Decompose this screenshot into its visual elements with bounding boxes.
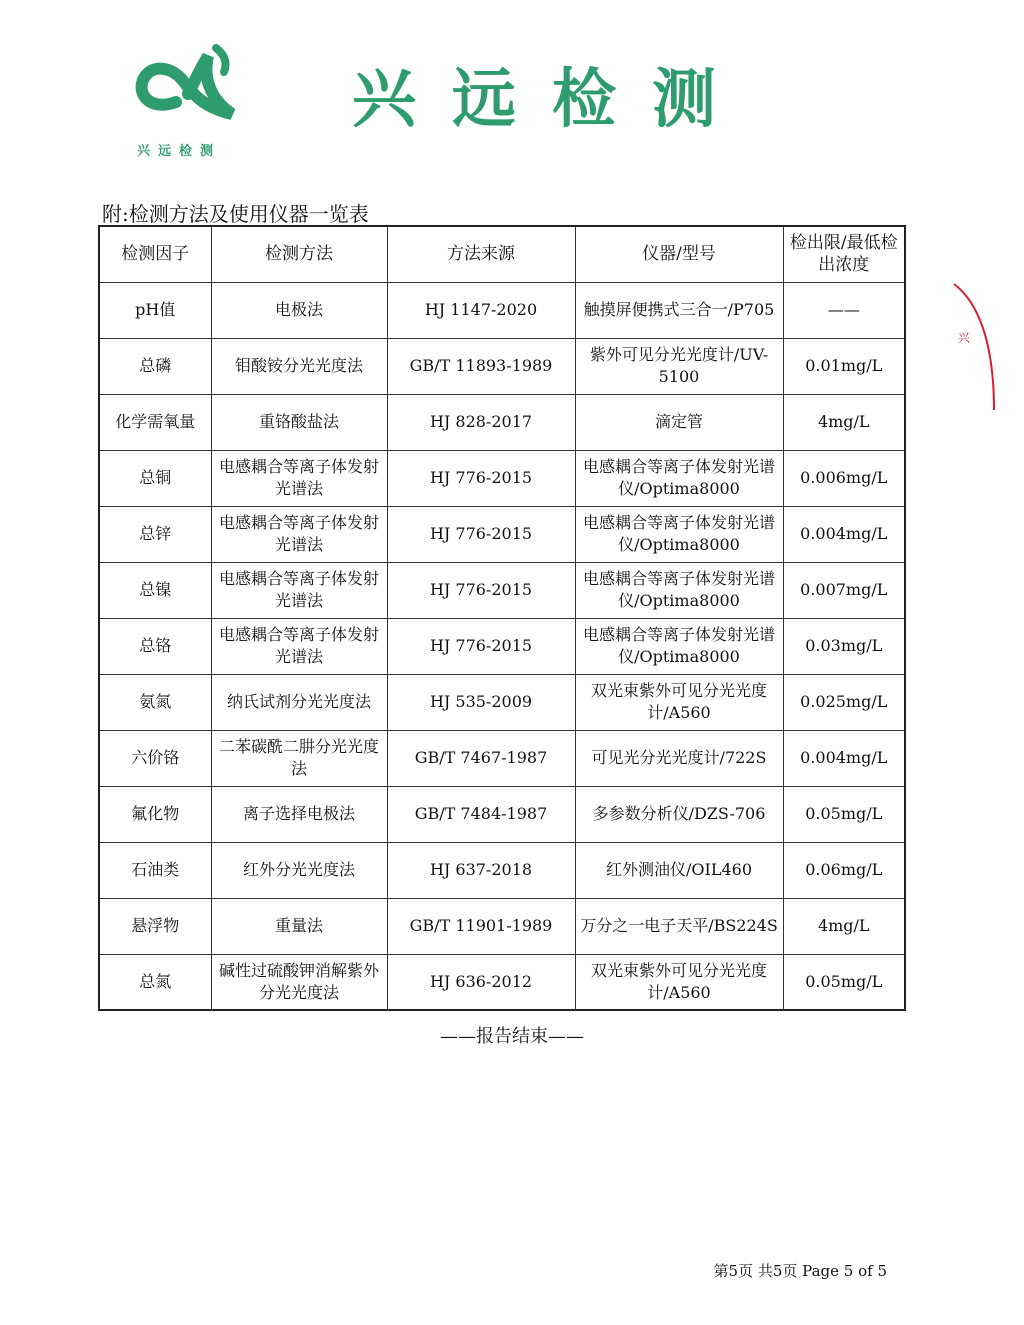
cell-method: 钼酸铵分光光度法 [211, 338, 387, 394]
company-logo [128, 42, 248, 132]
column-header: 方法来源 [387, 226, 575, 282]
cell-limit: 0.03mg/L [783, 618, 905, 674]
cell-instrument: 电感耦合等离子体发射光谱仪/Optima8000 [575, 506, 783, 562]
cell-source: HJ 1147-2020 [387, 282, 575, 338]
cell-limit: 0.06mg/L [783, 842, 905, 898]
cell-method: 重量法 [211, 898, 387, 954]
cell-limit: 0.004mg/L [783, 506, 905, 562]
cell-method: 二苯碳酰二肼分光光度法 [211, 730, 387, 786]
table-row [99, 674, 905, 730]
stamp-mark [948, 282, 1008, 412]
table-row [99, 786, 905, 842]
cell-source: GB/T 7484-1987 [387, 786, 575, 842]
column-header: 检测方法 [211, 226, 387, 282]
cell-limit: 0.007mg/L [783, 562, 905, 618]
page-footer: 第5页 共5页 Page 5 of 5 [713, 1262, 887, 1280]
cell-instrument: 红外测油仪/OIL460 [575, 842, 783, 898]
cell-instrument: 电感耦合等离子体发射光谱仪/Optima8000 [575, 450, 783, 506]
column-header: 检测因子 [99, 226, 211, 282]
cell-factor: 总氮 [99, 954, 211, 1010]
table-row [99, 898, 905, 954]
svg-text:兴: 兴 [958, 331, 971, 345]
table-row [99, 282, 905, 338]
table-row [99, 562, 905, 618]
table-row [99, 450, 905, 506]
cell-factor: 总磷 [99, 338, 211, 394]
cell-method: 碱性过硫酸钾消解紫外分光光度法 [211, 954, 387, 1010]
cell-factor: 氨氮 [99, 674, 211, 730]
cell-source: HJ 828-2017 [387, 394, 575, 450]
table-row [99, 842, 905, 898]
cell-factor: 总锌 [99, 506, 211, 562]
cell-method: 电感耦合等离子体发射光谱法 [211, 506, 387, 562]
cell-limit: 0.004mg/L [783, 730, 905, 786]
cell-instrument: 可见光分光光度计/722S [575, 730, 783, 786]
cell-instrument: 电感耦合等离子体发射光谱仪/Optima8000 [575, 562, 783, 618]
cell-instrument: 电感耦合等离子体发射光谱仪/Optima8000 [575, 618, 783, 674]
cell-method: 红外分光光度法 [211, 842, 387, 898]
cell-limit: 0.05mg/L [783, 954, 905, 1010]
cell-factor: 悬浮物 [99, 898, 211, 954]
cell-source: HJ 776-2015 [387, 450, 575, 506]
cell-limit: 4mg/L [783, 898, 905, 954]
column-header: 检出限/最低检出浓度 [783, 226, 905, 282]
cell-method: 电极法 [211, 282, 387, 338]
cell-factor: pH值 [99, 282, 211, 338]
cell-factor: 总铬 [99, 618, 211, 674]
cell-method: 纳氏试剂分光光度法 [211, 674, 387, 730]
cell-factor: 总铜 [99, 450, 211, 506]
cell-limit: —— [783, 282, 905, 338]
cell-factor: 氟化物 [99, 786, 211, 842]
cell-factor: 总镍 [99, 562, 211, 618]
cell-method: 电感耦合等离子体发射光谱法 [211, 450, 387, 506]
cell-limit: 0.05mg/L [783, 786, 905, 842]
cell-source: GB/T 11901-1989 [387, 898, 575, 954]
methods-table [98, 225, 906, 1011]
cell-instrument: 紫外可见分光光度计/UV-5100 [575, 338, 783, 394]
cell-limit: 0.025mg/L [783, 674, 905, 730]
cell-instrument: 万分之一电子天平/BS224S [575, 898, 783, 954]
cell-limit: 0.006mg/L [783, 450, 905, 506]
cell-instrument: 触摸屏便携式三合一/P705 [575, 282, 783, 338]
cell-source: HJ 636-2012 [387, 954, 575, 1010]
logo-text: 兴远检测 [137, 144, 222, 159]
table-row [99, 954, 905, 1010]
cell-instrument: 双光束紫外可见分光光度计/A560 [575, 954, 783, 1010]
cell-method: 电感耦合等离子体发射光谱法 [211, 618, 387, 674]
table-row [99, 730, 905, 786]
report-end: ——报告结束—— [440, 1026, 584, 1047]
cell-source: GB/T 11893-1989 [387, 338, 575, 394]
cell-method: 离子选择电极法 [211, 786, 387, 842]
company-name: 兴远检测 [352, 63, 752, 137]
column-header: 仪器/型号 [575, 226, 783, 282]
cell-factor: 石油类 [99, 842, 211, 898]
cell-limit: 4mg/L [783, 394, 905, 450]
cell-instrument: 双光束紫外可见分光光度计/A560 [575, 674, 783, 730]
cell-factor: 六价铬 [99, 730, 211, 786]
cell-source: HJ 535-2009 [387, 674, 575, 730]
table-header-row [99, 226, 905, 282]
table-row [99, 394, 905, 450]
cell-method: 电感耦合等离子体发射光谱法 [211, 562, 387, 618]
cell-factor: 化学需氧量 [99, 394, 211, 450]
table-caption: 附:检测方法及使用仪器一览表 [102, 202, 369, 226]
table-row [99, 506, 905, 562]
cell-method: 重铬酸盐法 [211, 394, 387, 450]
cell-source: HJ 637-2018 [387, 842, 575, 898]
cell-instrument: 滴定管 [575, 394, 783, 450]
table-row [99, 338, 905, 394]
cell-source: GB/T 7467-1987 [387, 730, 575, 786]
table-row [99, 618, 905, 674]
cell-source: HJ 776-2015 [387, 562, 575, 618]
cell-instrument: 多参数分析仪/DZS-706 [575, 786, 783, 842]
cell-source: HJ 776-2015 [387, 618, 575, 674]
cell-limit: 0.01mg/L [783, 338, 905, 394]
cell-source: HJ 776-2015 [387, 506, 575, 562]
